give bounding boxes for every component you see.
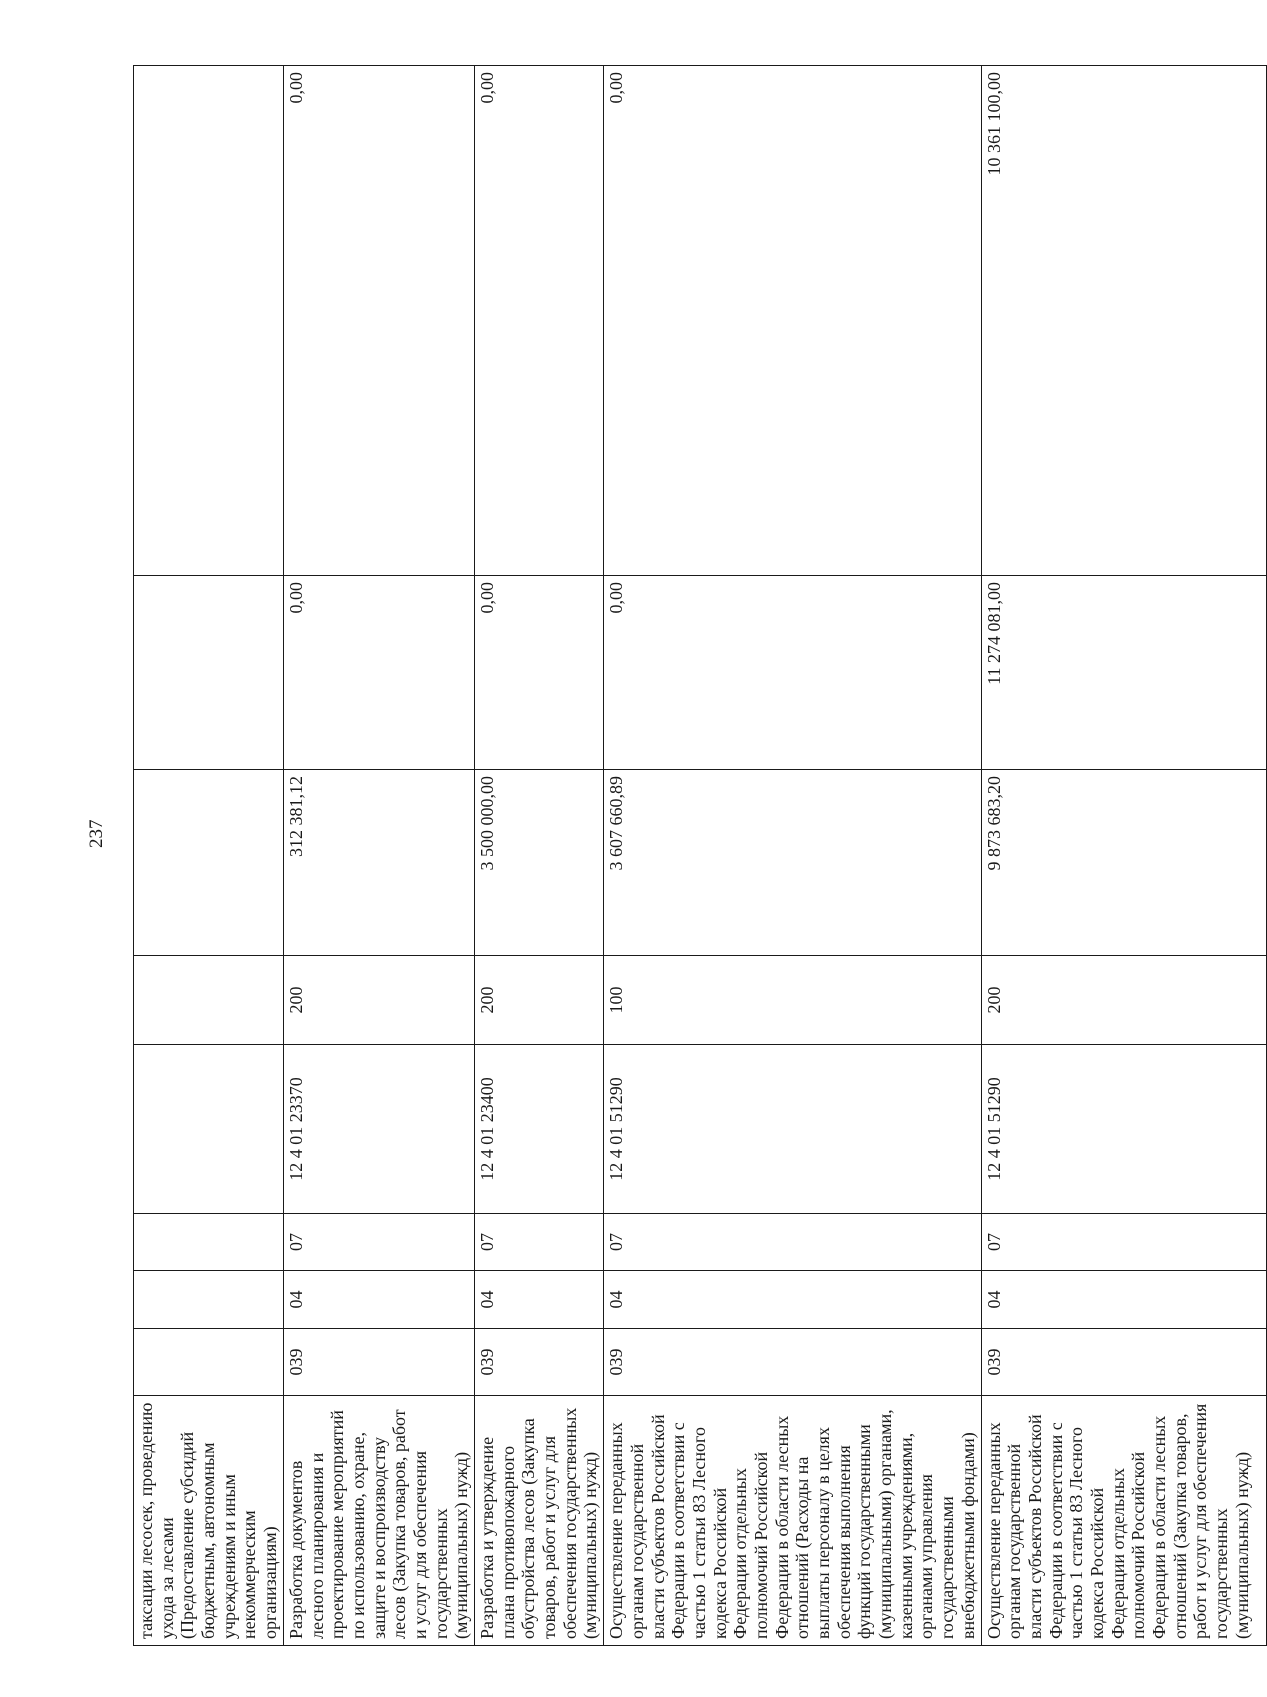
sum-year-2: 0,00 bbox=[604, 576, 981, 770]
section-code: 04 bbox=[981, 1271, 1266, 1329]
row-description: Разработка и утверждение плана противопожарного обустройства лесов (Закупка товаров, работ и услуг для обеспечения государственных (муниципальных) нужд) bbox=[475, 1396, 604, 1646]
subsection-code: 07 bbox=[475, 1214, 604, 1271]
expense-type-code: 200 bbox=[981, 956, 1266, 1045]
target-article-code: 12 4 01 51290 bbox=[981, 1045, 1266, 1214]
expense-type-code: 200 bbox=[475, 956, 604, 1045]
expense-type-code: 100 bbox=[604, 956, 981, 1045]
sum-year-1: 312 381,12 bbox=[283, 770, 474, 956]
sum-year-3: 10 361 100,00 bbox=[981, 66, 1266, 576]
target-article-code: 12 4 01 23400 bbox=[475, 1045, 604, 1214]
ministry-code bbox=[134, 1329, 284, 1396]
table-row bbox=[604, 66, 981, 1646]
page-number: 237 bbox=[86, 819, 107, 848]
sum-year-3: 0,00 bbox=[283, 66, 474, 576]
sum-year-1: 9 873 683,20 bbox=[981, 770, 1266, 956]
row-description: таксации лесосек, проведению ухода за лесами (Предоставление субсидий бюджетным, автономным учреждениям и иным некоммерческим организациям) bbox=[134, 1396, 284, 1646]
sum-year-1: 3 500 000,00 bbox=[475, 770, 604, 956]
row-description: Осуществление переданных органам государственной власти субъектов Российской Федерации в соответствии с частью 1 статьи 83 Лесного кодекса Российской Федерации отдельных полномочий Российской Федерации в области лесных отношений (Закупка товаров, работ и услуг для обеспечения государственных (муниципальных) нужд) bbox=[981, 1396, 1266, 1646]
section-code: 04 bbox=[283, 1271, 474, 1329]
expense-type-code bbox=[134, 956, 284, 1045]
subsection-code: 07 bbox=[981, 1214, 1266, 1271]
sum-year-1 bbox=[134, 770, 284, 956]
sum-year-3: 0,00 bbox=[604, 66, 981, 576]
table-row bbox=[134, 66, 284, 1646]
subsection-code bbox=[134, 1214, 284, 1271]
ministry-code: 039 bbox=[981, 1329, 1266, 1396]
sum-year-2: 0,00 bbox=[283, 576, 474, 770]
section-code bbox=[134, 1271, 284, 1329]
rotated-table-container bbox=[133, 66, 1252, 1646]
target-article-code bbox=[134, 1045, 284, 1214]
sum-year-3 bbox=[134, 66, 284, 576]
ministry-code: 039 bbox=[475, 1329, 604, 1396]
target-article-code: 12 4 01 51290 bbox=[604, 1045, 981, 1214]
section-code: 04 bbox=[604, 1271, 981, 1329]
subsection-code: 07 bbox=[283, 1214, 474, 1271]
ministry-code: 039 bbox=[283, 1329, 474, 1396]
row-description: Разработка документов лесного планирования и проектирование мероприятий по использованию, охране, защите и воспроизводству лесов (Закупка товаров, работ и услуг для обеспечения государственных (муниципальных) нужд) bbox=[283, 1396, 474, 1646]
ministry-code: 039 bbox=[604, 1329, 981, 1396]
budget-table bbox=[133, 65, 1267, 1646]
section-code: 04 bbox=[475, 1271, 604, 1329]
subsection-code: 07 bbox=[604, 1214, 981, 1271]
table-row bbox=[475, 66, 604, 1646]
sum-year-2 bbox=[134, 576, 284, 770]
sum-year-2: 0,00 bbox=[475, 576, 604, 770]
target-article-code: 12 4 01 23370 bbox=[283, 1045, 474, 1214]
table-row bbox=[981, 66, 1266, 1646]
sum-year-1: 3 607 660,89 bbox=[604, 770, 981, 956]
table-row bbox=[283, 66, 474, 1646]
expense-type-code: 200 bbox=[283, 956, 474, 1045]
row-description: Осуществление переданных органам государственной власти субъектов Российской Федерации в соответствии с частью 1 статьи 83 Лесного кодекса Российской Федерации отдельных полномочий Российской Федерации в области лесных отношений (Расходы на выплаты персоналу в целях обеспечения выполнения функций государственными (муниципальными) органами, казенными учреждениями, органами управления государственными внебюджетными фондами) bbox=[604, 1396, 981, 1646]
sum-year-2: 11 274 081,00 bbox=[981, 576, 1266, 770]
sum-year-3: 0,00 bbox=[475, 66, 604, 576]
